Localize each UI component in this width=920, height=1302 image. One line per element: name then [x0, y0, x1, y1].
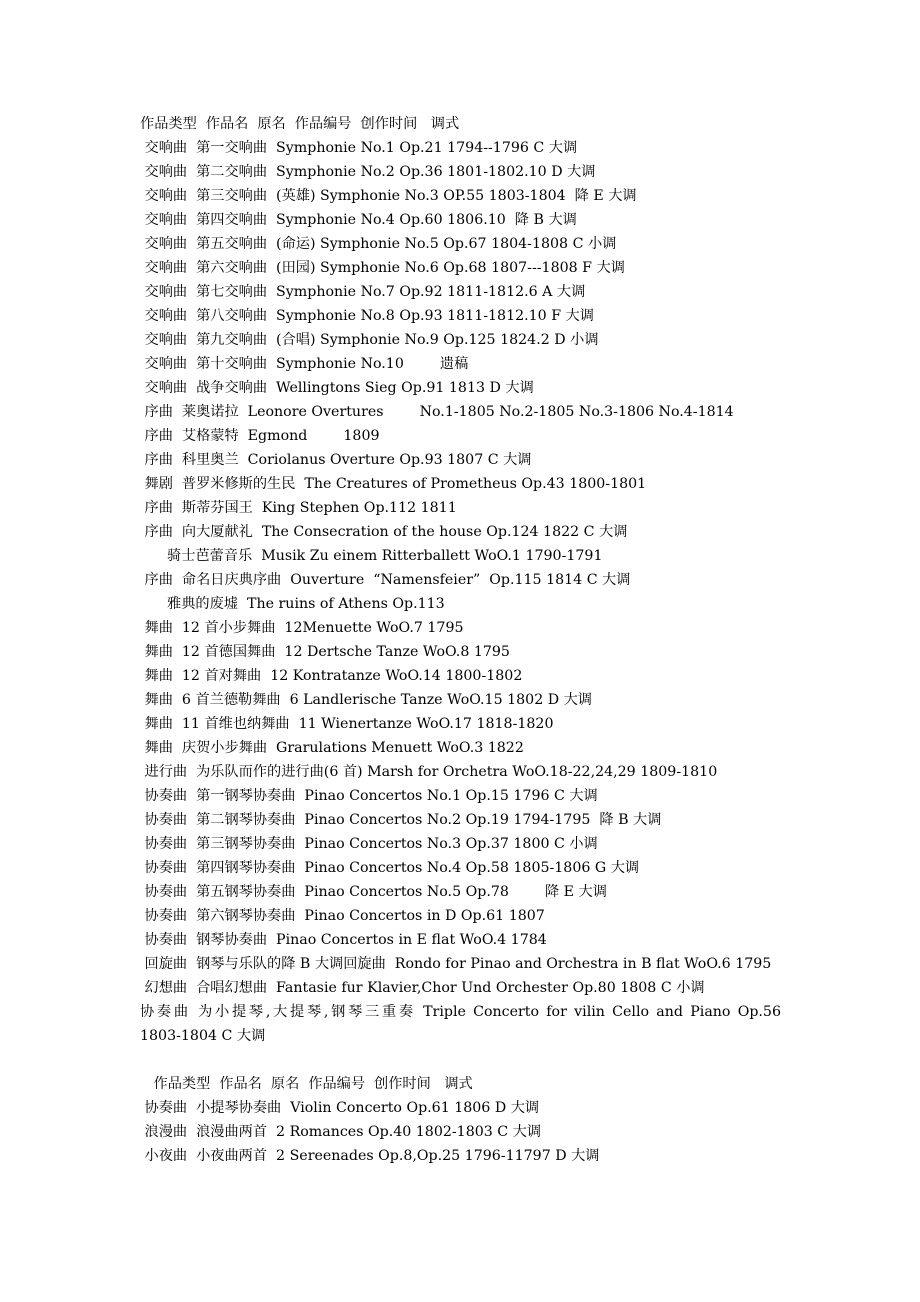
- list-item: 协奏曲 第一钢琴协奏曲 Pinao Concertos No.1 Op.15 1796 C 大调: [140, 788, 598, 804]
- list-item: 交响曲 第六交响曲 (田园) Symphonie No.6 Op.68 1807---1808 F 大调: [140, 260, 625, 276]
- list-item: 交响曲 战争交响曲 Wellingtons Sieg Op.91 1813 D 大调: [140, 380, 534, 396]
- list-item: 进行曲 为乐队而作的进行曲(6 首) Marsh for Orchetra WoO.18-22,24,29 1809-1810: [140, 764, 718, 780]
- list-item: 协奏曲 第五钢琴协奏曲 Pinao Concertos No.5 Op.78 降 E 大调: [140, 884, 607, 900]
- list-item: 交响曲 第九交响曲 (合唱) Symphonie No.9 Op.125 1824.2 D 小调: [140, 332, 599, 348]
- list-item: 交响曲 第二交响曲 Symphonie No.2 Op.36 1801-1802.10 D 大调: [140, 164, 596, 180]
- list-item: 交响曲 第五交响曲 (命运) Symphonie No.5 Op.67 1804-1808 C 小调: [140, 236, 617, 252]
- list-item: 回旋曲 钢琴与乐队的降 B 大调回旋曲 Rondo for Pinao and Orchestra in B flat WoO.6 1795: [140, 956, 772, 972]
- list-item: 协奏曲 第六钢琴协奏曲 Pinao Concertos in D Op.61 1807: [140, 908, 545, 924]
- list-item: 序曲 向大厦献礼 The Consecration of the house Op.124 1822 C 大调: [140, 524, 628, 540]
- list-item-continuation: 1803-1804 C 大调: [140, 1028, 266, 1044]
- list-item: 序曲 科里奥兰 Coriolanus Overture Op.93 1807 C 大调: [140, 452, 532, 468]
- list-item: 舞曲 6 首兰德勒舞曲 6 Landlerische Tanze WoO.15 1802 D 大调: [140, 692, 592, 708]
- list-item: 序曲 斯蒂芬国王 King Stephen Op.112 1811: [140, 500, 457, 516]
- list-item: 协奏曲 第三钢琴协奏曲 Pinao Concertos No.3 Op.37 1800 C 小调: [140, 836, 598, 852]
- list-item: 骑士芭蕾音乐 Musik Zu einem Ritterballett WoO.1 1790-1791: [140, 548, 603, 564]
- list-item: 协奏曲 第二钢琴协奏曲 Pinao Concertos No.2 Op.19 1794-1795 降 B 大调: [140, 812, 662, 828]
- list-item: 序曲 艾格蒙特 Egmond 1809: [140, 428, 380, 444]
- list-item: 协奏曲 钢琴协奏曲 Pinao Concertos in E flat WoO.4 1784: [140, 932, 547, 948]
- list-item: 交响曲 第三交响曲 (英雄) Symphonie No.3 OP.55 1803-1804 降 E 大调: [140, 188, 637, 204]
- list-item: 交响曲 第十交响曲 Symphonie No.10 遗稿: [140, 356, 469, 372]
- list-item: 协奏曲 为小提琴,大提琴,钢琴三重奏 Triple Concerto for vilin Cello and Piano Op.56: [140, 1004, 781, 1020]
- list-item: 序曲 莱奥诺拉 Leonore Overtures No.1-1805 No.2-1805 No.3-1806 No.4-1814: [140, 404, 734, 420]
- list-item: 舞剧 普罗米修斯的生民 The Creatures of Prometheus Op.43 1800-1801: [140, 476, 647, 492]
- table-header: 作品类型 作品名 原名 作品编号 创作时间 调式: [140, 1076, 473, 1092]
- list-item: 舞曲 12 首小步舞曲 12Menuette WoO.7 1795: [140, 620, 464, 636]
- list-item: 协奏曲 第四钢琴协奏曲 Pinao Concertos No.4 Op.58 1805-1806 G 大调: [140, 860, 640, 876]
- list-item: 交响曲 第八交响曲 Symphonie No.8 Op.93 1811-1812.10 F 大调: [140, 308, 594, 324]
- list-item: 浪漫曲 浪漫曲两首 2 Romances Op.40 1802-1803 C 大调: [140, 1124, 542, 1140]
- list-item: 交响曲 第一交响曲 Symphonie No.1 Op.21 1794--1796 C 大调: [140, 140, 578, 156]
- table-header: 作品类型 作品名 原名 作品编号 创作时间 调式: [140, 116, 460, 132]
- list-item: 舞曲 12 首德国舞曲 12 Dertsche Tanze WoO.8 1795: [140, 644, 510, 660]
- list-item: 序曲 命名日庆典序曲 Ouverture “Namensfeier” Op.115 1814 C 大调: [140, 572, 631, 588]
- list-item: 小夜曲 小夜曲两首 2 Sereenades Op.8,Op.25 1796-11797 D 大调: [140, 1148, 600, 1164]
- list-item: 舞曲 庆贺小步舞曲 Grarulations Menuett WoO.3 1822: [140, 740, 524, 756]
- list-item: 舞曲 12 首对舞曲 12 Kontratanze WoO.14 1800-1802: [140, 668, 523, 684]
- list-item: 协奏曲 小提琴协奏曲 Violin Concerto Op.61 1806 D 大调: [140, 1100, 540, 1116]
- list-item: 交响曲 第七交响曲 Symphonie No.7 Op.92 1811-1812.6 A 大调: [140, 284, 586, 300]
- list-item: 舞曲 11 首维也纳舞曲 11 Wienertanze WoO.17 1818-1820: [140, 716, 554, 732]
- list-item: 幻想曲 合唱幻想曲 Fantasie fur Klavier,Chor Und Orchester Op.80 1808 C 小调: [140, 980, 705, 996]
- list-item: 交响曲 第四交响曲 Symphonie No.4 Op.60 1806.10 降 B 大调: [140, 212, 577, 228]
- list-item: 雅典的废墟 The ruins of Athens Op.113: [140, 596, 445, 612]
